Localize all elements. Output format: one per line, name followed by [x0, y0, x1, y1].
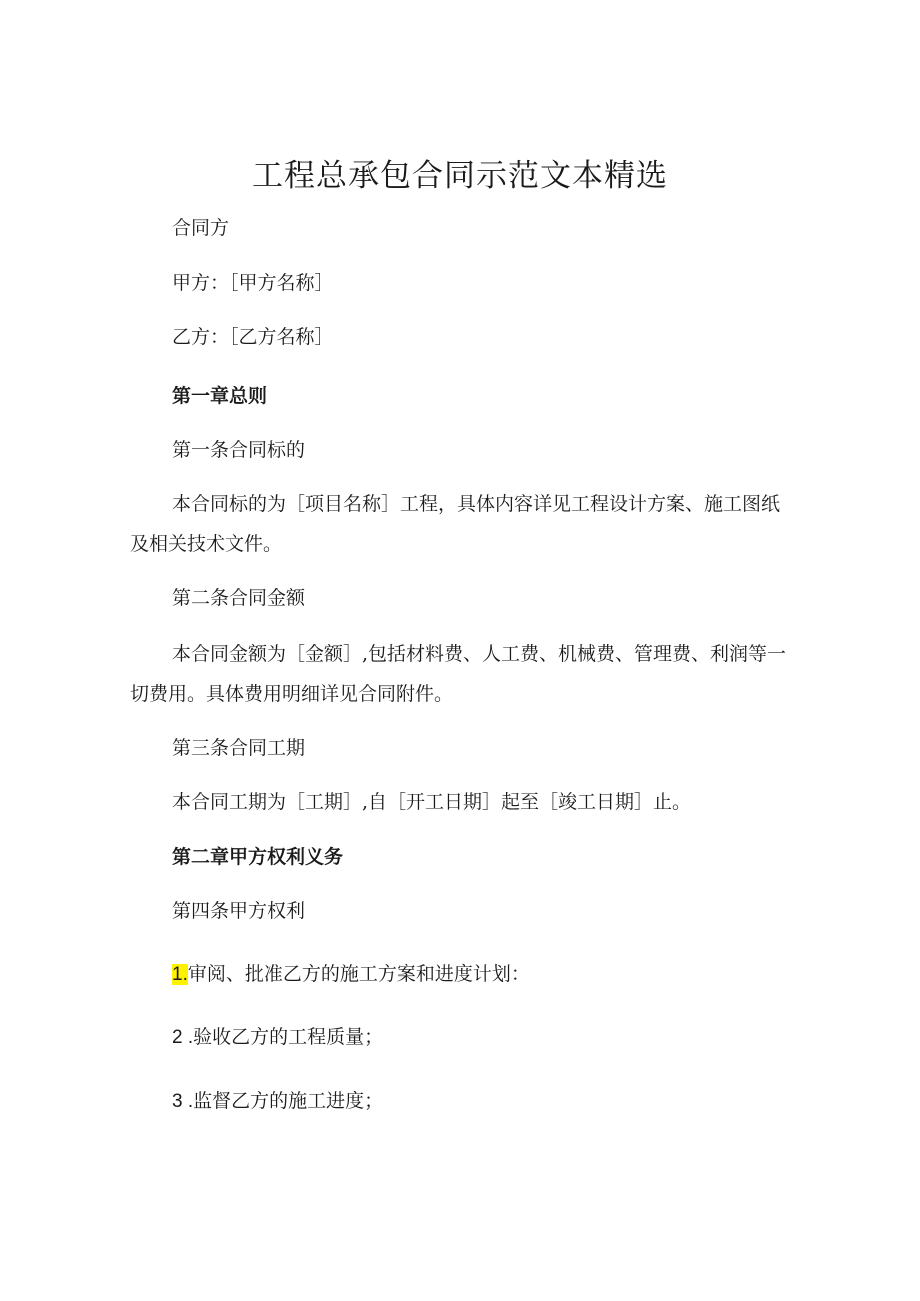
article-4-title: 第四条甲方权利 [172, 900, 306, 922]
article-3-title: 第三条合同工期 [172, 737, 306, 759]
party-b: 乙方：［乙方名称］ [172, 326, 334, 348]
list-item-text: 监督乙方的施工进度； [193, 1090, 384, 1112]
list-item [172, 1022, 383, 1053]
list-item-number: 3 . [172, 1091, 194, 1112]
list-item-text: 审阅、批准乙方的施工方案和进度计划： [187, 963, 530, 985]
document-title: 工程总承包合同示范文本精选 [252, 158, 668, 194]
article-2-title: 第二条合同金额 [172, 587, 306, 609]
article-1-body: 本合同标的为［项目名称］工程，具体内容详见工程设计方案、施工图纸及相关技术文件。 [130, 493, 781, 555]
chapter-2-heading: 第二章甲方权利义务 [172, 846, 344, 868]
article-1-title: 第一条合同标的 [172, 439, 306, 461]
article-3-body: 本合同工期为［工期］,自［开工日期］起至［竣工日期］止。 [172, 791, 692, 813]
list-item [172, 1086, 383, 1117]
list-item-text: 验收乙方的工程质量； [193, 1026, 384, 1048]
list-item-number-highlighted: 1. [172, 964, 188, 985]
list-item [172, 959, 530, 990]
article-2-body: 本合同金额为［金额］,包括材料费、人工费、机械费、管理费、利润等一切费用。具体费用明细详见合同附件。 [130, 643, 787, 705]
chapter-1-heading: 第一章总则 [172, 385, 268, 407]
parties-label: 合同方 [172, 217, 230, 239]
party-a: 甲方：［甲方名称］ [172, 272, 334, 294]
list-item-number: 2 . [172, 1027, 194, 1048]
